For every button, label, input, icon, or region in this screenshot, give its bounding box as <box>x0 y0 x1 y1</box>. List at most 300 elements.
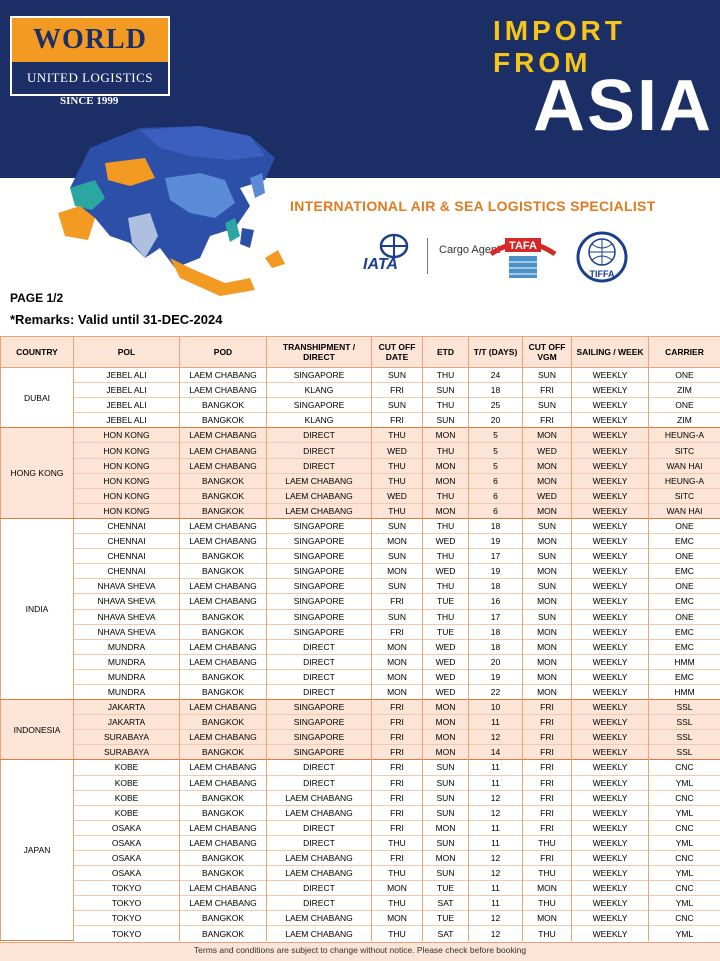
table-cell: 18 <box>469 518 523 533</box>
table-cell: JEBEL ALI <box>74 383 180 398</box>
table-cell: THU <box>523 926 572 941</box>
table-cell: LAEM CHABANG <box>180 896 267 911</box>
table-cell: 11 <box>469 881 523 896</box>
table-cell: MON <box>423 730 469 745</box>
table-cell: DIRECT <box>267 669 372 684</box>
table-row <box>1 458 720 473</box>
table-cell: HON KONG <box>74 443 180 458</box>
table-cell: YML <box>649 866 720 881</box>
table-cell: 12 <box>469 911 523 926</box>
table-cell: WEEKLY <box>572 835 649 850</box>
table-cell: BANGKOK <box>180 503 267 518</box>
table-cell: LAEM CHABANG <box>180 458 267 473</box>
table-cell: FRI <box>372 715 423 730</box>
table-cell: LAEM CHABANG <box>180 881 267 896</box>
table-cell: 6 <box>469 503 523 518</box>
column-header: CARRIER <box>649 337 720 368</box>
table-cell: THU <box>372 473 423 488</box>
table-cell: ONE <box>649 549 720 564</box>
table-cell: MON <box>372 654 423 669</box>
table-cell: YML <box>649 896 720 911</box>
table-cell: WEEKLY <box>572 684 649 699</box>
table-cell: SSL <box>649 700 720 715</box>
table-cell: SUN <box>372 579 423 594</box>
table-cell: THU <box>423 368 469 383</box>
table-cell: MON <box>523 473 572 488</box>
table-cell: LAEM CHABANG <box>267 805 372 820</box>
column-header: CUT OFF DATE <box>372 337 423 368</box>
column-header: TRANSHIPMENT / DIRECT <box>267 337 372 368</box>
table-cell: CNC <box>649 911 720 926</box>
table-cell: FRI <box>523 805 572 820</box>
table-cell: YML <box>649 805 720 820</box>
table-cell: YML <box>649 926 720 941</box>
title-top: IMPORT FROM <box>493 15 720 79</box>
table-cell: SUN <box>523 398 572 413</box>
table-cell: EMC <box>649 624 720 639</box>
logo-word: WORLD <box>33 24 147 56</box>
table-cell: SUN <box>372 549 423 564</box>
table-cell: WEEKLY <box>572 851 649 866</box>
table-cell: SINGAPORE <box>267 564 372 579</box>
table-cell: TUE <box>423 881 469 896</box>
table-cell: FRI <box>523 745 572 760</box>
table-row <box>1 488 720 503</box>
table-cell: KOBE <box>74 760 180 775</box>
table-cell: OSAKA <box>74 851 180 866</box>
table-cell: WEEKLY <box>572 443 649 458</box>
table-row <box>1 851 720 866</box>
table-cell: HON KONG <box>74 488 180 503</box>
table-cell: THU <box>423 579 469 594</box>
table-cell: MON <box>523 684 572 699</box>
table-cell: WEEKLY <box>572 383 649 398</box>
table-cell: 10 <box>469 700 523 715</box>
page-label: PAGE 1/2 <box>10 291 63 305</box>
table-cell: SURABAYA <box>74 745 180 760</box>
table-cell: MON <box>523 594 572 609</box>
table-cell: SURABAYA <box>74 730 180 745</box>
table-cell: SUN <box>423 383 469 398</box>
table-row <box>1 639 720 654</box>
table-cell: 18 <box>469 639 523 654</box>
table-row <box>1 805 720 820</box>
table-cell: JEBEL ALI <box>74 413 180 428</box>
table-cell: MON <box>523 881 572 896</box>
table-row <box>1 443 720 458</box>
table-cell: WEEKLY <box>572 564 649 579</box>
table-cell: MON <box>423 745 469 760</box>
table-cell: 11 <box>469 835 523 850</box>
table-cell: LAEM CHABANG <box>180 730 267 745</box>
table-cell: EMC <box>649 639 720 654</box>
table-cell: FRI <box>523 715 572 730</box>
table-cell: CNC <box>649 760 720 775</box>
table-cell: CNC <box>649 820 720 835</box>
table-cell: WED <box>423 684 469 699</box>
table-cell: DIRECT <box>267 639 372 654</box>
table-cell: SUN <box>423 413 469 428</box>
table-cell: WED <box>423 639 469 654</box>
table-cell: THU <box>423 609 469 624</box>
table-row <box>1 760 720 775</box>
table-cell: SUN <box>372 368 423 383</box>
table-cell: LAEM CHABANG <box>180 518 267 533</box>
table-cell: 11 <box>469 820 523 835</box>
table-cell: WEEKLY <box>572 760 649 775</box>
table-cell: DIRECT <box>267 820 372 835</box>
table-row <box>1 398 720 413</box>
table-cell: KOBE <box>74 790 180 805</box>
table-cell: DIRECT <box>267 775 372 790</box>
table-cell: CHENNAI <box>74 534 180 549</box>
table-cell: FRI <box>372 851 423 866</box>
table-cell: 16 <box>469 594 523 609</box>
table-cell: MON <box>372 684 423 699</box>
table-cell: LAEM CHABANG <box>180 654 267 669</box>
table-cell: HON KONG <box>74 458 180 473</box>
table-cell: BANGKOK <box>180 488 267 503</box>
table-cell: FRI <box>523 383 572 398</box>
table-cell: THU <box>423 518 469 533</box>
table-cell: SUN <box>523 579 572 594</box>
table-cell: MON <box>523 428 572 443</box>
table-cell: KOBE <box>74 775 180 790</box>
table-cell: YML <box>649 835 720 850</box>
table-cell: FRI <box>372 760 423 775</box>
table-cell: BANGKOK <box>180 549 267 564</box>
table-cell: WEEKLY <box>572 428 649 443</box>
table-cell: HMM <box>649 654 720 669</box>
table-cell: FRI <box>523 700 572 715</box>
table-row <box>1 911 720 926</box>
table-cell: MON <box>423 428 469 443</box>
table-cell: 11 <box>469 760 523 775</box>
table-cell: LAEM CHABANG <box>267 790 372 805</box>
table-row <box>1 730 720 745</box>
table-cell: FRI <box>372 624 423 639</box>
table-cell: LAEM CHABANG <box>267 926 372 941</box>
table-cell: SAT <box>423 896 469 911</box>
table-cell: 25 <box>469 398 523 413</box>
table-cell: BANGKOK <box>180 413 267 428</box>
table-cell: FRI <box>372 730 423 745</box>
table-cell: WEEKLY <box>572 579 649 594</box>
table-cell: SUN <box>423 835 469 850</box>
table-cell: WEEKLY <box>572 881 649 896</box>
table-cell: BANGKOK <box>180 926 267 941</box>
table-cell: MON <box>423 851 469 866</box>
country-cell: INDIA <box>1 518 74 699</box>
table-cell: DIRECT <box>267 835 372 850</box>
table-cell: BANGKOK <box>180 684 267 699</box>
table-cell: BANGKOK <box>180 745 267 760</box>
table-cell: ONE <box>649 579 720 594</box>
table-cell: WEEKLY <box>572 896 649 911</box>
table-cell: SUN <box>423 775 469 790</box>
table-cell: MUNDRA <box>74 654 180 669</box>
table-cell: DIRECT <box>267 760 372 775</box>
table-cell: ONE <box>649 609 720 624</box>
table-cell: THU <box>372 503 423 518</box>
table-cell: THU <box>523 835 572 850</box>
table-cell: 12 <box>469 851 523 866</box>
table-cell: 5 <box>469 443 523 458</box>
table-cell: SUN <box>423 866 469 881</box>
table-row <box>1 564 720 579</box>
table-cell: 18 <box>469 579 523 594</box>
table-cell: WEEKLY <box>572 488 649 503</box>
table-cell: BANGKOK <box>180 624 267 639</box>
table-cell: LAEM CHABANG <box>267 851 372 866</box>
table-row <box>1 715 720 730</box>
table-cell: FRI <box>372 745 423 760</box>
table-cell: MUNDRA <box>74 684 180 699</box>
table-cell: JAKARTA <box>74 700 180 715</box>
table-cell: WED <box>423 534 469 549</box>
table-cell: WAN HAI <box>649 458 720 473</box>
table-row <box>1 881 720 896</box>
remarks-label: *Remarks: Valid until 31-DEC-2024 <box>10 312 222 327</box>
table-cell: ZIM <box>649 413 720 428</box>
table-cell: SUN <box>372 518 423 533</box>
country-cell: DUBAI <box>1 368 74 428</box>
table-cell: 18 <box>469 624 523 639</box>
table-cell: SAT <box>423 926 469 941</box>
table-cell: MON <box>423 503 469 518</box>
table-cell: SINGAPORE <box>267 594 372 609</box>
table-cell: CNC <box>649 881 720 896</box>
table-cell: JEBEL ALI <box>74 398 180 413</box>
table-cell: SINGAPORE <box>267 549 372 564</box>
table-cell: CHENNAI <box>74 549 180 564</box>
table-cell: THU <box>523 896 572 911</box>
table-cell: BANGKOK <box>180 669 267 684</box>
table-cell: WED <box>423 654 469 669</box>
table-cell: 11 <box>469 896 523 911</box>
table-cell: LAEM CHABANG <box>180 700 267 715</box>
table-cell: FRI <box>523 760 572 775</box>
table-cell: MON <box>423 700 469 715</box>
table-row <box>1 926 720 941</box>
table-cell: WEEKLY <box>572 700 649 715</box>
table-cell: WEEKLY <box>572 730 649 745</box>
table-cell: SINGAPORE <box>267 715 372 730</box>
table-cell: CNC <box>649 790 720 805</box>
table-cell: BANGKOK <box>180 790 267 805</box>
table-cell: EMC <box>649 669 720 684</box>
table-cell: SINGAPORE <box>267 518 372 533</box>
table-cell: BANGKOK <box>180 866 267 881</box>
table-cell: MON <box>372 534 423 549</box>
table-cell: DIRECT <box>267 881 372 896</box>
table-cell: THU <box>372 428 423 443</box>
table-row <box>1 835 720 850</box>
table-cell: SUN <box>523 368 572 383</box>
table-row <box>1 790 720 805</box>
table-cell: FRI <box>523 820 572 835</box>
since-label: SINCE 1999 <box>60 95 118 107</box>
table-cell: LAEM CHABANG <box>180 820 267 835</box>
table-cell: SUN <box>423 760 469 775</box>
table-cell: JAKARTA <box>74 715 180 730</box>
table-cell: SUN <box>372 609 423 624</box>
table-cell: 11 <box>469 715 523 730</box>
table-cell: 24 <box>469 368 523 383</box>
table-cell: WEEKLY <box>572 534 649 549</box>
table-cell: 19 <box>469 534 523 549</box>
table-cell: EMC <box>649 564 720 579</box>
table-cell: BANGKOK <box>180 473 267 488</box>
table-cell: LAEM CHABANG <box>180 383 267 398</box>
table-cell: 12 <box>469 730 523 745</box>
certification-logos <box>355 228 645 284</box>
table-cell: WED <box>423 564 469 579</box>
table-cell: DIRECT <box>267 458 372 473</box>
table-cell: 12 <box>469 790 523 805</box>
country-cell: HONG KONG <box>1 428 74 519</box>
country-cell: JAPAN <box>1 760 74 941</box>
table-row <box>1 579 720 594</box>
table-cell: SINGAPORE <box>267 534 372 549</box>
table-cell: THU <box>372 458 423 473</box>
logo-subtitle: UNITED LOGISTICS <box>12 70 168 86</box>
table-cell: WEEKLY <box>572 594 649 609</box>
table-cell: WEEKLY <box>572 413 649 428</box>
table-cell: CNC <box>649 851 720 866</box>
table-cell: DIRECT <box>267 684 372 699</box>
table-cell: HON KONG <box>74 503 180 518</box>
table-cell: MON <box>423 458 469 473</box>
table-cell: 6 <box>469 488 523 503</box>
tiffa-logo-icon <box>575 230 629 284</box>
table-cell: LAEM CHABANG <box>267 473 372 488</box>
table-cell: 22 <box>469 684 523 699</box>
table-cell: WEEKLY <box>572 715 649 730</box>
table-cell: FRI <box>372 383 423 398</box>
table-cell: MON <box>423 473 469 488</box>
table-cell: WEEKLY <box>572 503 649 518</box>
company-logo[interactable] <box>10 16 170 96</box>
table-cell: OSAKA <box>74 866 180 881</box>
table-cell: MON <box>372 669 423 684</box>
table-cell: LAEM CHABANG <box>267 866 372 881</box>
table-cell: MON <box>372 639 423 654</box>
table-cell: FRI <box>523 851 572 866</box>
table-cell: NHAVA SHEVA <box>74 594 180 609</box>
table-row <box>1 896 720 911</box>
table-cell: YML <box>649 775 720 790</box>
table-cell: MON <box>523 911 572 926</box>
table-row <box>1 624 720 639</box>
table-cell: TUE <box>423 624 469 639</box>
table-cell: THU <box>372 835 423 850</box>
table-cell: FRI <box>372 805 423 820</box>
table-cell: FRI <box>523 790 572 805</box>
table-cell: LAEM CHABANG <box>180 428 267 443</box>
table-cell: SINGAPORE <box>267 624 372 639</box>
table-cell: MON <box>372 564 423 579</box>
column-header: COUNTRY <box>1 337 74 368</box>
table-cell: MON <box>523 639 572 654</box>
table-cell: MON <box>423 715 469 730</box>
table-cell: LAEM CHABANG <box>180 594 267 609</box>
table-cell: KOBE <box>74 805 180 820</box>
table-row <box>1 534 720 549</box>
table-row <box>1 775 720 790</box>
table-cell: LAEM CHABANG <box>267 503 372 518</box>
table-cell: SUN <box>423 790 469 805</box>
table-cell: THU <box>372 896 423 911</box>
table-cell: SITC <box>649 488 720 503</box>
table-cell: 19 <box>469 669 523 684</box>
table-cell: WED <box>523 488 572 503</box>
table-cell: FRI <box>523 413 572 428</box>
table-cell: SINGAPORE <box>267 745 372 760</box>
schedule-table <box>0 336 720 941</box>
table-cell: THU <box>423 549 469 564</box>
table-row <box>1 866 720 881</box>
table-cell: LAEM CHABANG <box>180 775 267 790</box>
table-cell: WEEKLY <box>572 654 649 669</box>
table-cell: WEEKLY <box>572 790 649 805</box>
table-row <box>1 473 720 488</box>
table-row <box>1 820 720 835</box>
table-cell: LAEM CHABANG <box>267 911 372 926</box>
table-cell: WEEKLY <box>572 775 649 790</box>
table-cell: 18 <box>469 383 523 398</box>
column-header: CUT OFF VGM <box>523 337 572 368</box>
table-row <box>1 594 720 609</box>
country-cell: INDONESIA <box>1 700 74 760</box>
table-cell: SINGAPORE <box>267 368 372 383</box>
table-cell: 6 <box>469 473 523 488</box>
table-row <box>1 428 720 443</box>
column-header: ETD <box>423 337 469 368</box>
table-cell: MON <box>523 654 572 669</box>
table-cell: LAEM CHABANG <box>180 443 267 458</box>
table-cell: TUE <box>423 594 469 609</box>
table-cell: 5 <box>469 458 523 473</box>
asia-map <box>50 118 290 303</box>
table-cell: SUN <box>523 609 572 624</box>
cargo-agent-label: Cargo Agent <box>439 244 500 256</box>
tafa-logo-text: TAFA <box>509 240 537 252</box>
iata-logo-text: IATA <box>363 256 398 274</box>
table-cell: LAEM CHABANG <box>180 579 267 594</box>
table-cell: NHAVA SHEVA <box>74 624 180 639</box>
table-cell: BANGKOK <box>180 564 267 579</box>
column-header: T/T (DAYS) <box>469 337 523 368</box>
table-cell: NHAVA SHEVA <box>74 579 180 594</box>
table-cell: WEEKLY <box>572 745 649 760</box>
table-cell: WED <box>523 443 572 458</box>
table-cell: KLANG <box>267 383 372 398</box>
table-cell: LAEM CHABANG <box>180 760 267 775</box>
table-cell: LAEM CHABANG <box>180 534 267 549</box>
table-cell: CHENNAI <box>74 518 180 533</box>
table-cell: BANGKOK <box>180 851 267 866</box>
table-cell: HMM <box>649 684 720 699</box>
table-cell: 17 <box>469 609 523 624</box>
table-cell: 12 <box>469 866 523 881</box>
table-cell: BANGKOK <box>180 609 267 624</box>
table-cell: SINGAPORE <box>267 730 372 745</box>
table-cell: 20 <box>469 413 523 428</box>
table-cell: SINGAPORE <box>267 609 372 624</box>
table-cell: HON KONG <box>74 428 180 443</box>
table-cell: BANGKOK <box>180 805 267 820</box>
